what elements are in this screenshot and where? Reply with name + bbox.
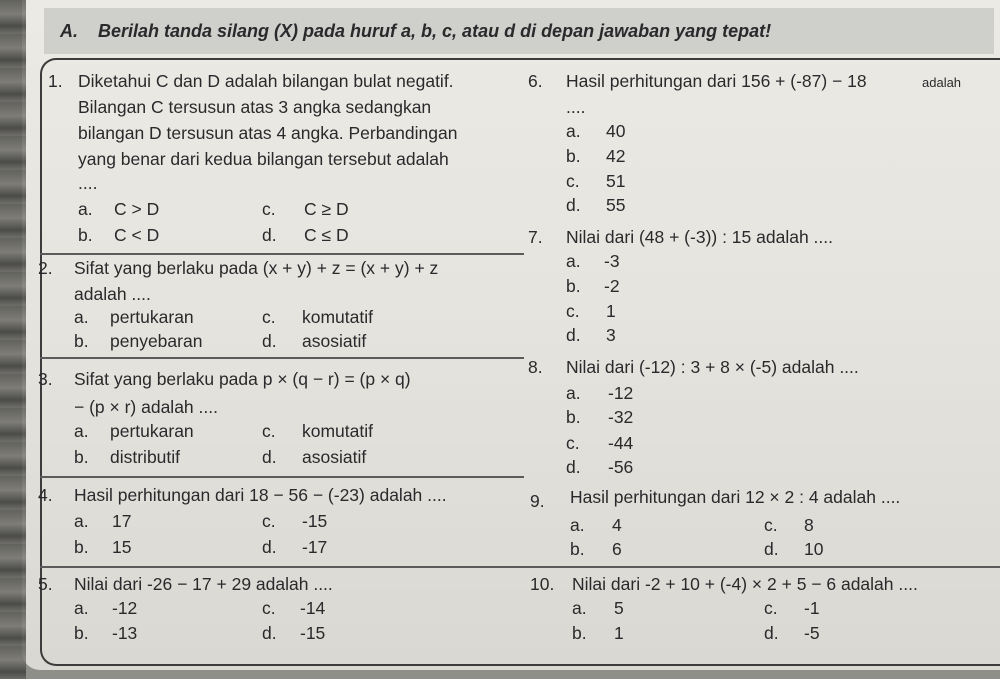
option-letter[interactable]: d. (262, 447, 277, 467)
option-letter[interactable]: a. (570, 515, 585, 535)
option-text[interactable]: penyebaran (110, 331, 203, 351)
divider-q2-q3 (40, 357, 524, 359)
option-text[interactable]: 1 (606, 301, 616, 321)
question-text-line: Sifat yang berlaku pada (x + y) + z = (x + y) + z (74, 258, 439, 278)
question-text-line: bilangan D tersusun atas 4 angka. Perbandingan (78, 123, 458, 143)
option-text[interactable]: C ≤ D (304, 225, 349, 245)
option-text[interactable]: asosiatif (302, 331, 367, 351)
option-text[interactable]: -1 (804, 598, 820, 618)
question-text-line: Nilai dari (48 + (-3)) : 15 adalah .... (566, 227, 833, 247)
option-letter[interactable]: a. (74, 421, 89, 441)
option-letter[interactable]: b. (74, 537, 89, 557)
option-letter[interactable]: d. (764, 623, 779, 643)
option-text[interactable]: 3 (606, 325, 616, 345)
option-letter[interactable]: a. (566, 251, 581, 271)
option-text[interactable]: 6 (612, 539, 622, 559)
option-text[interactable]: 55 (606, 195, 626, 215)
option-letter[interactable]: a. (572, 598, 587, 618)
option-text[interactable]: 4 (612, 515, 622, 535)
question-number: 2. (38, 258, 53, 278)
option-letter[interactable]: b. (78, 225, 93, 245)
option-letter[interactable]: a. (74, 307, 89, 327)
question-text-line: Bilangan C tersusun atas 3 angka sedangkan (78, 97, 432, 117)
option-text[interactable]: -44 (608, 433, 634, 453)
option-text[interactable]: -3 (604, 251, 620, 271)
question-number: 5. (38, 574, 53, 594)
divider-q1-q2 (40, 253, 524, 255)
option-letter[interactable]: b. (74, 331, 89, 351)
spiral-binding (0, 0, 26, 679)
option-text[interactable]: 51 (606, 171, 626, 191)
option-letter[interactable]: a. (74, 598, 89, 618)
option-letter[interactable]: b. (74, 623, 89, 643)
question-number: 10. (530, 574, 555, 594)
question-text-line: Sifat yang berlaku pada p × (q − r) = (p × q) (74, 369, 411, 389)
option-letter[interactable]: b. (570, 539, 585, 559)
option-letter[interactable]: d. (262, 623, 277, 643)
question-number: 7. (528, 227, 543, 247)
option-text[interactable]: pertukaran (110, 307, 194, 327)
question-number: 6. (528, 71, 543, 91)
option-letter[interactable]: d. (566, 325, 581, 345)
question-text-line: .... (566, 97, 586, 117)
question-number: 4. (38, 485, 53, 505)
option-letter[interactable]: c. (262, 199, 276, 219)
option-text[interactable]: -2 (604, 276, 620, 296)
question-text-line: yang benar dari kedua bilangan tersebut adalah (78, 149, 449, 169)
question-number: 8. (528, 357, 543, 377)
option-text[interactable]: -13 (112, 623, 138, 643)
option-letter[interactable]: b. (566, 407, 581, 427)
question-text-line: Hasil perhitungan dari 156 + (-87) − 18 (566, 71, 867, 91)
option-letter[interactable]: d. (262, 331, 277, 351)
question-number: 1. (48, 71, 63, 91)
option-letter[interactable]: c. (764, 598, 778, 618)
option-text[interactable]: 8 (804, 515, 814, 535)
option-letter[interactable]: c. (566, 433, 580, 453)
question-text-line: − (p × r) adalah .... (74, 397, 218, 417)
option-letter[interactable]: d. (262, 537, 277, 557)
question-text-line: Diketahui C dan D adalah bilangan bulat negatif. (78, 71, 454, 91)
option-letter[interactable]: a. (566, 121, 581, 141)
option-letter[interactable]: c. (764, 515, 778, 535)
question-text-line: Nilai dari -26 − 17 + 29 adalah .... (74, 574, 333, 594)
divider-q3-q4 (40, 476, 524, 478)
option-text[interactable]: 40 (606, 121, 626, 141)
question-text-line: Nilai dari (-12) : 3 + 8 × (-5) adalah .... (566, 357, 859, 377)
option-text[interactable]: 5 (614, 598, 624, 618)
option-text[interactable]: -56 (608, 457, 634, 477)
option-text[interactable]: C > D (114, 199, 160, 219)
option-letter[interactable]: c. (566, 301, 580, 321)
option-text[interactable]: -32 (608, 407, 634, 427)
option-text[interactable]: 1 (614, 623, 624, 643)
option-letter[interactable]: b. (74, 447, 89, 467)
option-text[interactable]: -14 (300, 598, 326, 618)
option-letter[interactable]: a. (566, 383, 581, 403)
option-text[interactable]: asosiatif (302, 447, 367, 467)
option-letter[interactable]: d. (262, 225, 277, 245)
option-text[interactable]: -17 (302, 537, 328, 557)
option-text[interactable]: 42 (606, 146, 626, 166)
option-letter[interactable]: a. (74, 511, 89, 531)
option-text[interactable]: -15 (302, 511, 328, 531)
option-text[interactable]: pertukaran (110, 421, 194, 441)
option-text[interactable]: 17 (112, 511, 132, 531)
option-text[interactable]: -12 (608, 383, 634, 403)
option-letter[interactable]: c. (262, 598, 276, 618)
option-letter[interactable]: d. (566, 457, 581, 477)
option-letter[interactable]: c. (262, 307, 276, 327)
question-number: 9. (530, 491, 545, 511)
option-text[interactable]: distributif (110, 447, 181, 467)
question-text-line: Hasil perhitungan dari 12 × 2 : 4 adalah .... (570, 487, 901, 507)
option-letter[interactable]: b. (566, 146, 581, 166)
option-text[interactable]: komutatif (302, 307, 373, 327)
question-text-tail: adalah (922, 75, 962, 90)
section-letter: A. (60, 21, 78, 41)
question-text-line: .... (78, 173, 98, 193)
section-instruction: Berilah tanda silang (X) pada huruf a, b, c, atau d di depan jawaban yang tepat! (98, 21, 772, 41)
question-number: 3. (38, 369, 53, 389)
divider-q4-q5 (40, 566, 1000, 568)
option-text[interactable]: -15 (300, 623, 326, 643)
option-text[interactable]: komutatif (302, 421, 373, 441)
option-letter[interactable]: d. (566, 195, 581, 215)
option-text[interactable]: C < D (114, 225, 160, 245)
option-letter[interactable]: d. (764, 539, 779, 559)
option-text[interactable]: -5 (804, 623, 820, 643)
question-text-line: Nilai dari -2 + 10 + (-4) × 2 + 5 − 6 adalah .... (572, 574, 918, 594)
option-text[interactable]: 10 (804, 539, 824, 559)
option-letter[interactable]: a. (78, 199, 93, 219)
option-letter[interactable]: c. (262, 421, 276, 441)
question-text-line: Hasil perhitungan dari 18 − 56 − (-23) adalah .... (74, 485, 447, 505)
option-text[interactable]: C ≥ D (304, 199, 349, 219)
option-letter[interactable]: c. (262, 511, 276, 531)
option-letter[interactable]: c. (566, 171, 580, 191)
option-text[interactable]: 15 (112, 537, 132, 557)
option-letter[interactable]: b. (566, 276, 581, 296)
question-text-line: adalah .... (74, 284, 151, 304)
option-letter[interactable]: b. (572, 623, 587, 643)
option-text[interactable]: -12 (112, 598, 138, 618)
